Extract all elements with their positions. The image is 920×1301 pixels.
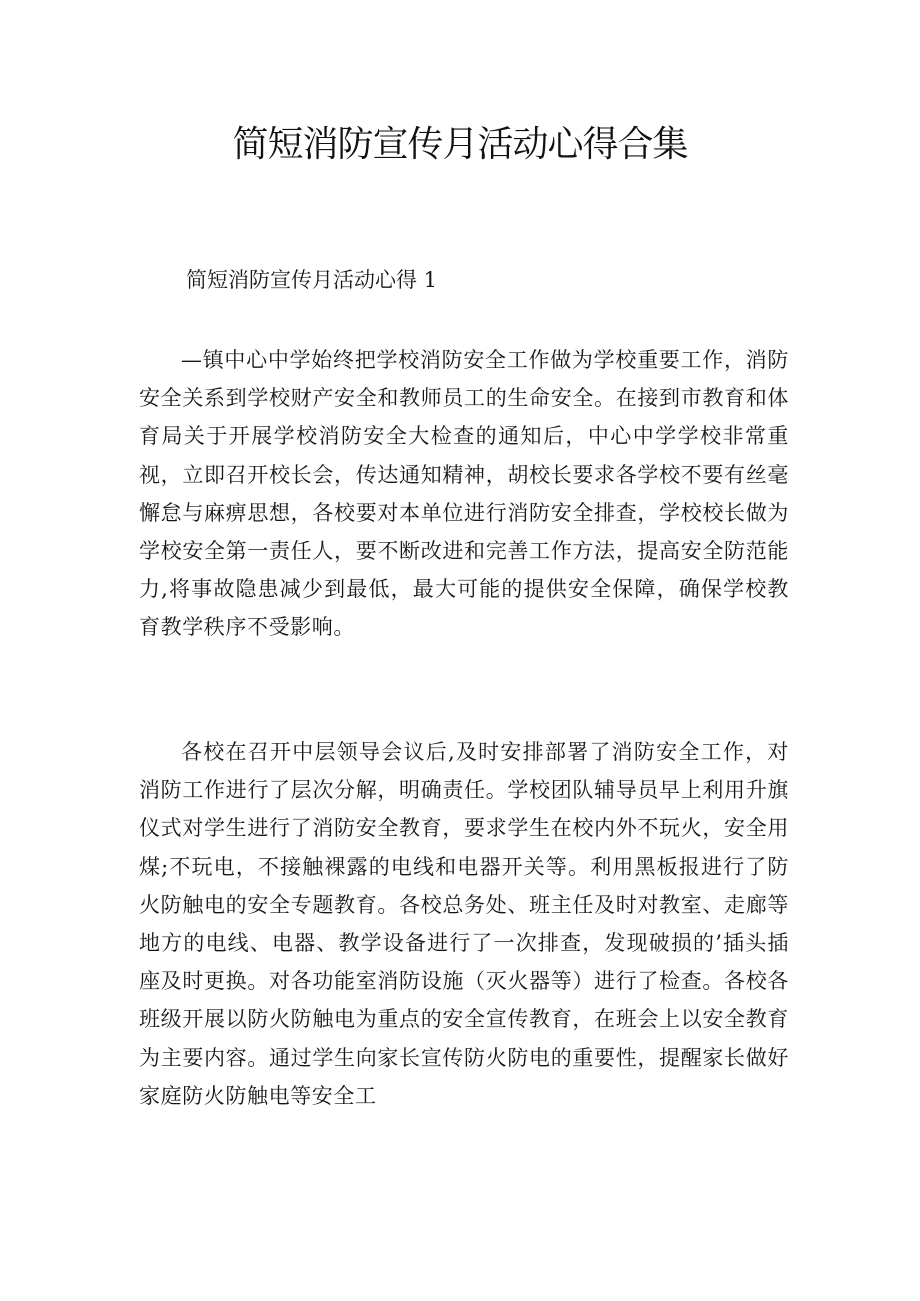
body-paragraph: —镇中心中学始终把学校消防安全工作做为学校重要工作，消防安全关系到学校财产安全和教师员工的生命安全。在接到市教育和体育局关于开展学校消防安全大检查的通知后，中心中学学校非常重视，立即召开校长会，传达通知精神，胡校长要求各学校不要有丝毫懈怠与麻痹思想，各校要对本单位进行消防安全排查，学校校长做为学校安全第一责任人，要不断改进和完善工作方法，提高安全防范能力,将事故隐患减少到最低，最大可能的提供安全保障，确保学校教育教学秩序不受影响。 (139, 348, 789, 640)
section-heading: 简短消防宣传月活动心得 1 (186, 268, 438, 292)
body-paragraph: 各校在召开中层领导会议后,及时安排部署了消防安全工作，对消防工作进行了层次分解，明确责任。学校团队辅导员早上利用升旗仪式对学生进行了消防安全教育，要求学生在校内外不玩火，安全用煤;不玩电，不接触裸露的电线和电器开关等。利用黑板报进行了防火防触电的安全专题教育。各校总务处、班主任及时对教室、走廊等地方的电线、电器、教学设备进行了一次排查，发现破损的’插头插座及时更换。对各功能室消防设施（灭火器等）进行了检查。各校各班级开展以防火防触电为重点的安全宣传教育，在班会上以安全教育为主要内容。通过学生向家长宣传防火防电的重要性，提醒家长做好家庭防火防触电等安全工 (139, 740, 789, 1108)
document-title: 简短消防宣传月活动心得合集 (232, 124, 688, 165)
